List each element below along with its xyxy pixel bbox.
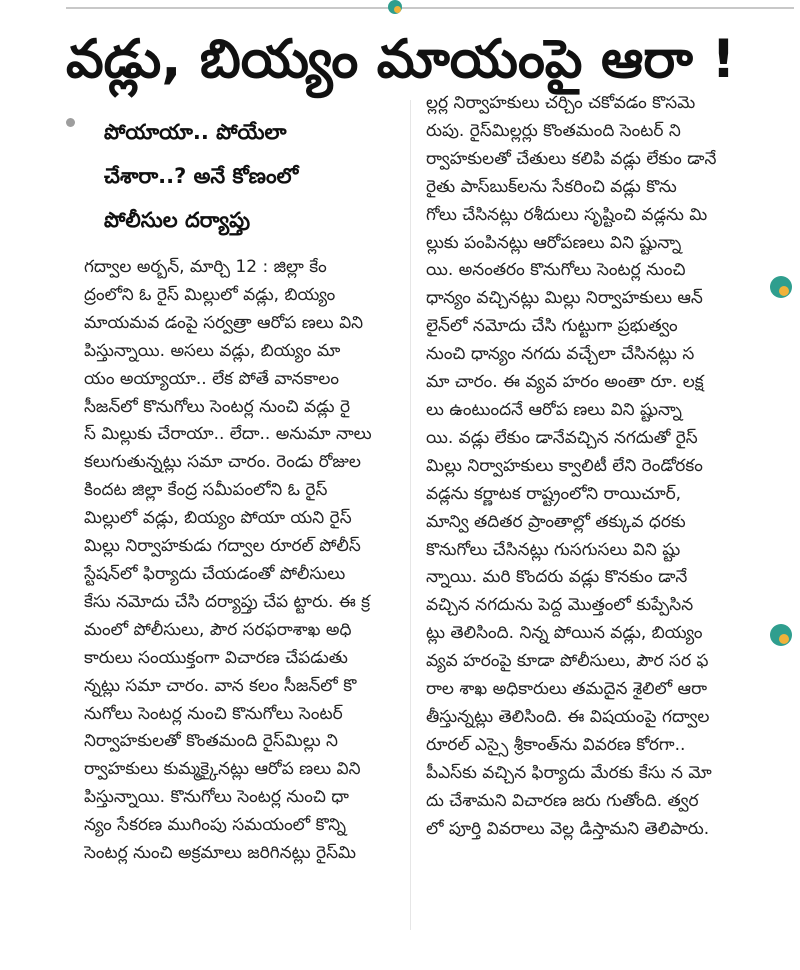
subheading-line: పోలీసుల దర్యాప్తు xyxy=(104,208,251,232)
text-line: ట్లు తెలిసింది. నిన్న పోయిన వడ్లు, బియ్యం xyxy=(426,623,703,644)
text-line: న్యం సేకరణ ముగింపు సమయంలో కొన్ని xyxy=(84,815,347,836)
text-line: యి. వడ్లు లేకుం డానేవచ్చిన నగదుతో రైస్ xyxy=(426,427,698,448)
text-line: గోలు చేసినట్లు రశీదులు సృష్టించి వడ్లను మి xyxy=(426,204,708,225)
text-line: మిల్లులో వడ్లు, బియ్యం పోయా యని రైస్ xyxy=(84,508,352,529)
text-line: మంలో పోలీసులు, పౌర సరఫరాశాఖ అధి xyxy=(84,619,352,640)
bullet-icon xyxy=(66,118,75,127)
text-line: న్నట్లు సమా చారం. వాన కలం సీజన్‌లో కొ xyxy=(84,675,357,696)
article-left-column xyxy=(84,254,392,868)
text-line: రుపు. రైస్‌మిల్లర్లు కొంతమంది సెంటర్ ని xyxy=(426,120,681,141)
newspaper-logo-icon xyxy=(770,624,792,646)
text-line: పీఎస్‌కు వచ్చిన ఫిర్యాదు మేరకు కేసు న మో xyxy=(426,762,712,783)
text-line: స్టేషన్‌లో ఫిర్యాదు చేయడంతో పోలీసులు xyxy=(84,563,346,584)
article-headline: వడ్లు, బియ్యం మాయంపై ఆరా ! xyxy=(66,29,736,90)
text-line: మాన్వి తదితర ప్రాంతాల్లో తక్కువ ధరకు xyxy=(426,511,686,532)
text-line: గద్వాల అర్బన్, మార్చి 12 : జిల్లా కేం xyxy=(84,257,327,277)
text-line: కేసు నమోదు చేసి దర్యాప్తు చేప ట్టారు. ఈ క్ర xyxy=(84,591,371,612)
article-right-column xyxy=(426,90,764,843)
text-line: కొనుగోలు చేసినట్లు గుసగుసలు విని ష్టు xyxy=(426,539,681,560)
text-line: రైతు పాస్‌బుక్‌లను సేకరించి వడ్లు కొను xyxy=(426,176,677,197)
text-line: ల్లుకు పంపినట్లు ఆరోపణలు విని ష్టున్నా xyxy=(426,232,682,253)
text-line: తీస్తున్నట్లు తెలిసింది. ఈ విషయంపై గద్వాల xyxy=(426,706,710,727)
text-line: పిస్తున్నాయి. కొనుగోలు సెంటర్ల నుంచి ధా xyxy=(84,787,349,808)
column-divider xyxy=(410,100,411,930)
text-line: నుంచి ధాన్యం నగదు వచ్చేలా చేసినట్లు స xyxy=(426,344,695,365)
text-line: స్ మిల్లుకు చేరాయా.. లేదా.. అనుమా నాలు xyxy=(84,424,372,445)
text-line: వచ్చిన నగదును పెద్ద మొత్తంలో కుప్పేసిన xyxy=(426,595,694,616)
text-line: న్నాయి. మరి కొందరు వడ్లు కొనకుం డానే xyxy=(426,567,688,588)
text-line: నిర్వాహకులతో కొంతమంది రైస్‌మిల్లు ని xyxy=(84,731,338,752)
text-line: మిల్లు నిర్వాహకులు క్వాలిటీ లేని రెండోరకం xyxy=(426,455,703,476)
text-line: నుగోలు సెంటర్ల నుంచి కొనుగోలు సెంటర్ xyxy=(84,703,343,724)
newspaper-logo-icon xyxy=(770,276,792,298)
top-rule xyxy=(66,7,794,9)
subheading-line: పోయాయా.. పోయేలా xyxy=(104,120,287,144)
text-line: పిస్తున్నాయి. అసలు వడ్లు, బియ్యం మా xyxy=(84,340,341,361)
text-line: సెంటర్ల నుంచి అక్రమాలు జరిగినట్లు రైస్‌మి xyxy=(84,843,357,864)
text-line: లైన్‌లో నమోదు చేసి గుట్టుగా ప్రభుత్వం xyxy=(426,316,678,337)
subheading-line: చేశారా..? అనే కోణంలో xyxy=(104,164,299,188)
text-line: లో పూర్తి వివరాలు వెల్ల డిస్తామని తెలిపారు. xyxy=(426,818,710,839)
text-line: కలుగుతున్నట్లు సమా చారం. రెండు రోజుల xyxy=(84,452,361,473)
text-line: ర్వాహకులతో చేతులు కలిపి వడ్లు లేకుం డానే xyxy=(426,148,717,169)
newspaper-logo-icon xyxy=(388,0,402,14)
text-line: వ్యవ హరంపై కూడా పోలీసులు, పౌర సర ఫ xyxy=(426,651,709,672)
text-line: మాయమవ డంపై సర్వత్రా ఆరోప ణలు విని xyxy=(84,312,364,333)
text-line: కారులు సంయుక్తంగా విచారణ చేపడుతు xyxy=(84,647,348,668)
article-subheading xyxy=(66,110,396,242)
text-line: రాల శాఖ అధికారులు తమదైన శైలిలో ఆరా xyxy=(426,679,708,700)
text-line: ద్రంలోని ఓ రైస్ మిల్లులో వడ్లు, బియ్యం xyxy=(84,284,336,305)
text-line: యం అయ్యాయా.. లేక పోతే వానకాలం xyxy=(84,368,340,389)
text-line: లు ఉంటుందనే ఆరోప ణలు విని ష్టున్నా xyxy=(426,399,682,420)
text-line: సీజన్‌లో కొనుగోలు సెంటర్ల నుంచి వడ్లు రై xyxy=(84,396,351,417)
text-line: రూరల్ ఎస్సై శ్రీకాంత్‌ను వివరణ కోరగా.. xyxy=(426,734,686,755)
text-line: ధాన్యం వచ్చినట్లు మిల్లు నిర్వాహకులు ఆన్ xyxy=(426,288,703,309)
text-line: ల్లర్ల నిర్వాహకులు చర్చిం చకోవడం కొసమె xyxy=(426,93,696,113)
text-line: ర్వాహకులు కుమ్మక్కైనట్లు ఆరోప ణలు విని xyxy=(84,759,361,780)
text-line: దు చేశామని విచారణ జరు గుతోంది. త్వర xyxy=(426,790,699,811)
text-line: యి. అనంతరం కొనుగోలు సెంటర్ల నుంచి xyxy=(426,260,686,281)
text-line: కిందట జిల్లా కేంద్ర సమీపంలోని ఓ రైస్ xyxy=(84,480,328,501)
text-line: వడ్లను కర్ణాటక రాష్ట్రంలోని రాయిచూర్, xyxy=(426,483,682,504)
text-line: మా చారం. ఈ వ్యవ హరం అంతా రూ. లక్ష xyxy=(426,372,704,393)
text-line: మిల్లు నిర్వాహకుడు గద్వాల రూరల్ పోలీస్ xyxy=(84,536,361,557)
